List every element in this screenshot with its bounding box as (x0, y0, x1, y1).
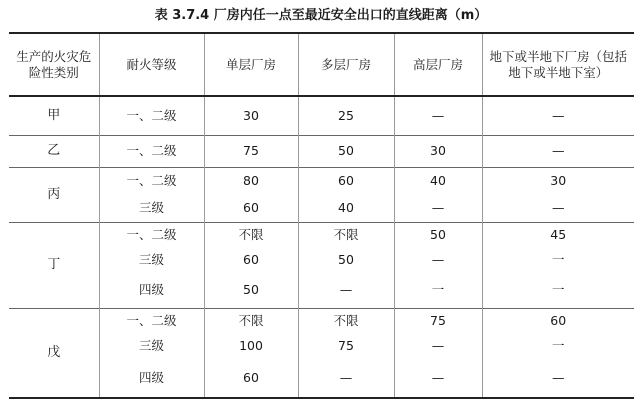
value-cell: 25 (298, 96, 394, 135)
table-row (9, 272, 634, 308)
distance-table (9, 32, 634, 399)
header-row (9, 33, 634, 96)
value-cell: 一 (482, 272, 634, 308)
grade-cell: 三级 (99, 248, 204, 272)
header-underground: 地下或半地下厂房（包括地下或半地下室） (482, 33, 634, 96)
header-hazard-category: 生产的火灾危险性类别 (9, 33, 99, 96)
value-cell: 100 (204, 334, 298, 358)
value-cell: 不限 (298, 308, 394, 334)
value-cell: 75 (204, 135, 298, 167)
grade-cell: 一、二级 (99, 222, 204, 248)
value-cell: — (482, 96, 634, 135)
value-cell: 80 (204, 167, 298, 195)
value-cell: 60 (204, 248, 298, 272)
table-row (9, 308, 634, 334)
category-cell: 甲 (9, 96, 99, 135)
value-cell: — (394, 248, 482, 272)
value-cell: 60 (204, 195, 298, 222)
table-caption: 表 3.7.4 厂房内任一点至最近安全出口的直线距离（m） (154, 8, 488, 23)
category-cell: 丁 (9, 222, 99, 308)
header-multi-storey: 多层厂房 (298, 33, 394, 96)
value-cell: 一 (482, 334, 634, 358)
header-fire-resistance-grade: 耐火等级 (99, 33, 204, 96)
value-cell: 60 (204, 358, 298, 398)
grade-cell: 一、二级 (99, 96, 204, 135)
value-cell: 不限 (204, 222, 298, 248)
table-row (9, 358, 634, 398)
grade-cell: 三级 (99, 334, 204, 358)
grade-cell: 四级 (99, 358, 204, 398)
value-cell: — (394, 195, 482, 222)
table-row (9, 135, 634, 167)
value-cell: 30 (482, 167, 634, 195)
value-cell: 40 (394, 167, 482, 195)
value-cell: 50 (394, 222, 482, 248)
category-cell: 乙 (9, 135, 99, 167)
value-cell: 不限 (298, 222, 394, 248)
grade-cell: 一、二级 (99, 308, 204, 334)
value-cell: 50 (298, 135, 394, 167)
table-row (9, 96, 634, 135)
table-row (9, 195, 634, 222)
value-cell: — (394, 358, 482, 398)
value-cell: 一 (394, 272, 482, 308)
grade-cell: 一、二级 (99, 167, 204, 195)
category-cell: 丙 (9, 167, 99, 222)
value-cell: 75 (298, 334, 394, 358)
value-cell: — (298, 358, 394, 398)
grade-cell: 三级 (99, 195, 204, 222)
value-cell: 50 (298, 248, 394, 272)
category-cell: 戊 (9, 308, 99, 398)
grade-cell: 四级 (99, 272, 204, 308)
value-cell: 60 (298, 167, 394, 195)
value-cell: 一 (482, 248, 634, 272)
table-row (9, 334, 634, 358)
value-cell: 60 (482, 308, 634, 334)
value-cell: 40 (298, 195, 394, 222)
value-cell: — (482, 358, 634, 398)
value-cell: — (394, 334, 482, 358)
value-cell: — (482, 135, 634, 167)
table-row (9, 222, 634, 248)
value-cell: 30 (394, 135, 482, 167)
table-row (9, 248, 634, 272)
table-row (9, 167, 634, 195)
value-cell: 45 (482, 222, 634, 248)
value-cell: — (394, 96, 482, 135)
value-cell: — (298, 272, 394, 308)
header-high-rise: 高层厂房 (394, 33, 482, 96)
value-cell: 75 (394, 308, 482, 334)
value-cell: 30 (204, 96, 298, 135)
grade-cell: 一、二级 (99, 135, 204, 167)
header-single-storey: 单层厂房 (204, 33, 298, 96)
value-cell: 不限 (204, 308, 298, 334)
value-cell: 50 (204, 272, 298, 308)
value-cell: — (482, 195, 634, 222)
